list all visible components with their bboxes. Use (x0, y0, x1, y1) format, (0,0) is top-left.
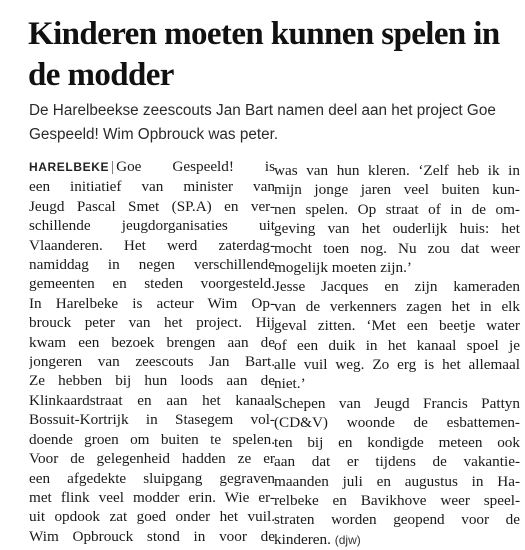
article-line: kwam een bezoek brengen aan de (29, 333, 275, 351)
article-line: Bossuit-Kortrijk in Stasegem vol- (29, 411, 275, 429)
article-line: Wim Opbrouck stond in voor de (29, 527, 275, 545)
article-line: van de verkenners zagen het in elk (274, 297, 520, 315)
article-line: was van hun kleren. ‘Zelf heb ik in (274, 162, 520, 179)
dateline: HARELBEKE (29, 160, 110, 174)
article-line: relbeke en Bavikhove weer speel- (274, 491, 520, 509)
article-line: namiddag in negen verschillende (29, 256, 275, 274)
article-line: jongeren van zeescouts Jan Bart. (29, 353, 275, 371)
article-body-left-column (29, 157, 275, 546)
article-line: ten bij en kondigde meteen ook (274, 433, 520, 451)
article-line: niet.’ (274, 375, 306, 393)
article-line: (CD&V) woonde de esbattemen- (274, 414, 520, 432)
article-line: een initiatief van minister van (29, 178, 275, 196)
byline: (djw) (334, 532, 361, 547)
article-line: geving van het ouderlijk huis: het (274, 220, 520, 238)
article-line: Schepen van Jeugd Francis Pattyn (274, 394, 520, 412)
article-line: gemeenten en steden voorgesteld. (29, 275, 275, 293)
article-line: uit opdook zat goed onder het vuil. (29, 508, 275, 526)
article-line: mogelijk moeten zijn.’ (274, 259, 412, 277)
article-line: of een duik in het kanaal spoel je (274, 336, 520, 354)
article-line: Klinkaardstraat en aan het kanaal (29, 391, 275, 409)
article-line: brouck peter van het project. Hij (29, 314, 275, 332)
article-line: aan dat er tijdens de vakantie- (274, 453, 520, 471)
article-line: Voor de gelegenheid hadden ze er (29, 450, 275, 468)
article-line: nen spelen. Op straat of in de om- (274, 200, 520, 218)
article-lead: De Harelbeekse zeescouts Jan Bart namen deel aan het project Goe Gespeeld! Wim Opbrouck was peter. (29, 102, 496, 143)
article-headline: Kinderen moeten kunnen spelen in de modder (28, 16, 500, 93)
article-line: met flink veel modder erin. Wie er- (29, 488, 275, 506)
article-line: doende groen om buiten te spelen. (29, 430, 275, 448)
article-line: geval zitten. ‘Met een beetje water (274, 317, 520, 335)
article-line: alle vuil weg. Zo erg is het allemaal (274, 356, 520, 374)
article-line: Vlaanderen. Het werd zaterdag- (29, 236, 275, 254)
article-line: Ze hebben bij hun loods aan de (29, 372, 275, 390)
article-line-text: Goe Gespeeld! is (116, 158, 275, 175)
article-body-right-column (274, 161, 520, 550)
article-line (29, 157, 275, 177)
article-line: een afgedekte sluipgang gegraven (29, 469, 275, 487)
article-line: mocht toen nog. Nu zou dat weer (274, 239, 520, 257)
article-line: Jeugd Pascal Smet (SP.A) en ver- (29, 197, 275, 215)
dateline-separator: | (111, 158, 115, 175)
article-line: Jesse Jacques en zijn kameraden (274, 278, 520, 296)
article-line: mijn jonge jaren veel buiten kun- (274, 181, 520, 199)
article-line-text: kinderen. (274, 530, 331, 548)
article-line: schillende jeugdorganisaties uit (29, 217, 275, 235)
article-line: straten worden geopend voor de (274, 511, 520, 529)
article-line: In Harelbeke is acteur Wim Op- (29, 294, 275, 312)
article-line: maanden juli en augustus in Ha- (274, 472, 520, 490)
